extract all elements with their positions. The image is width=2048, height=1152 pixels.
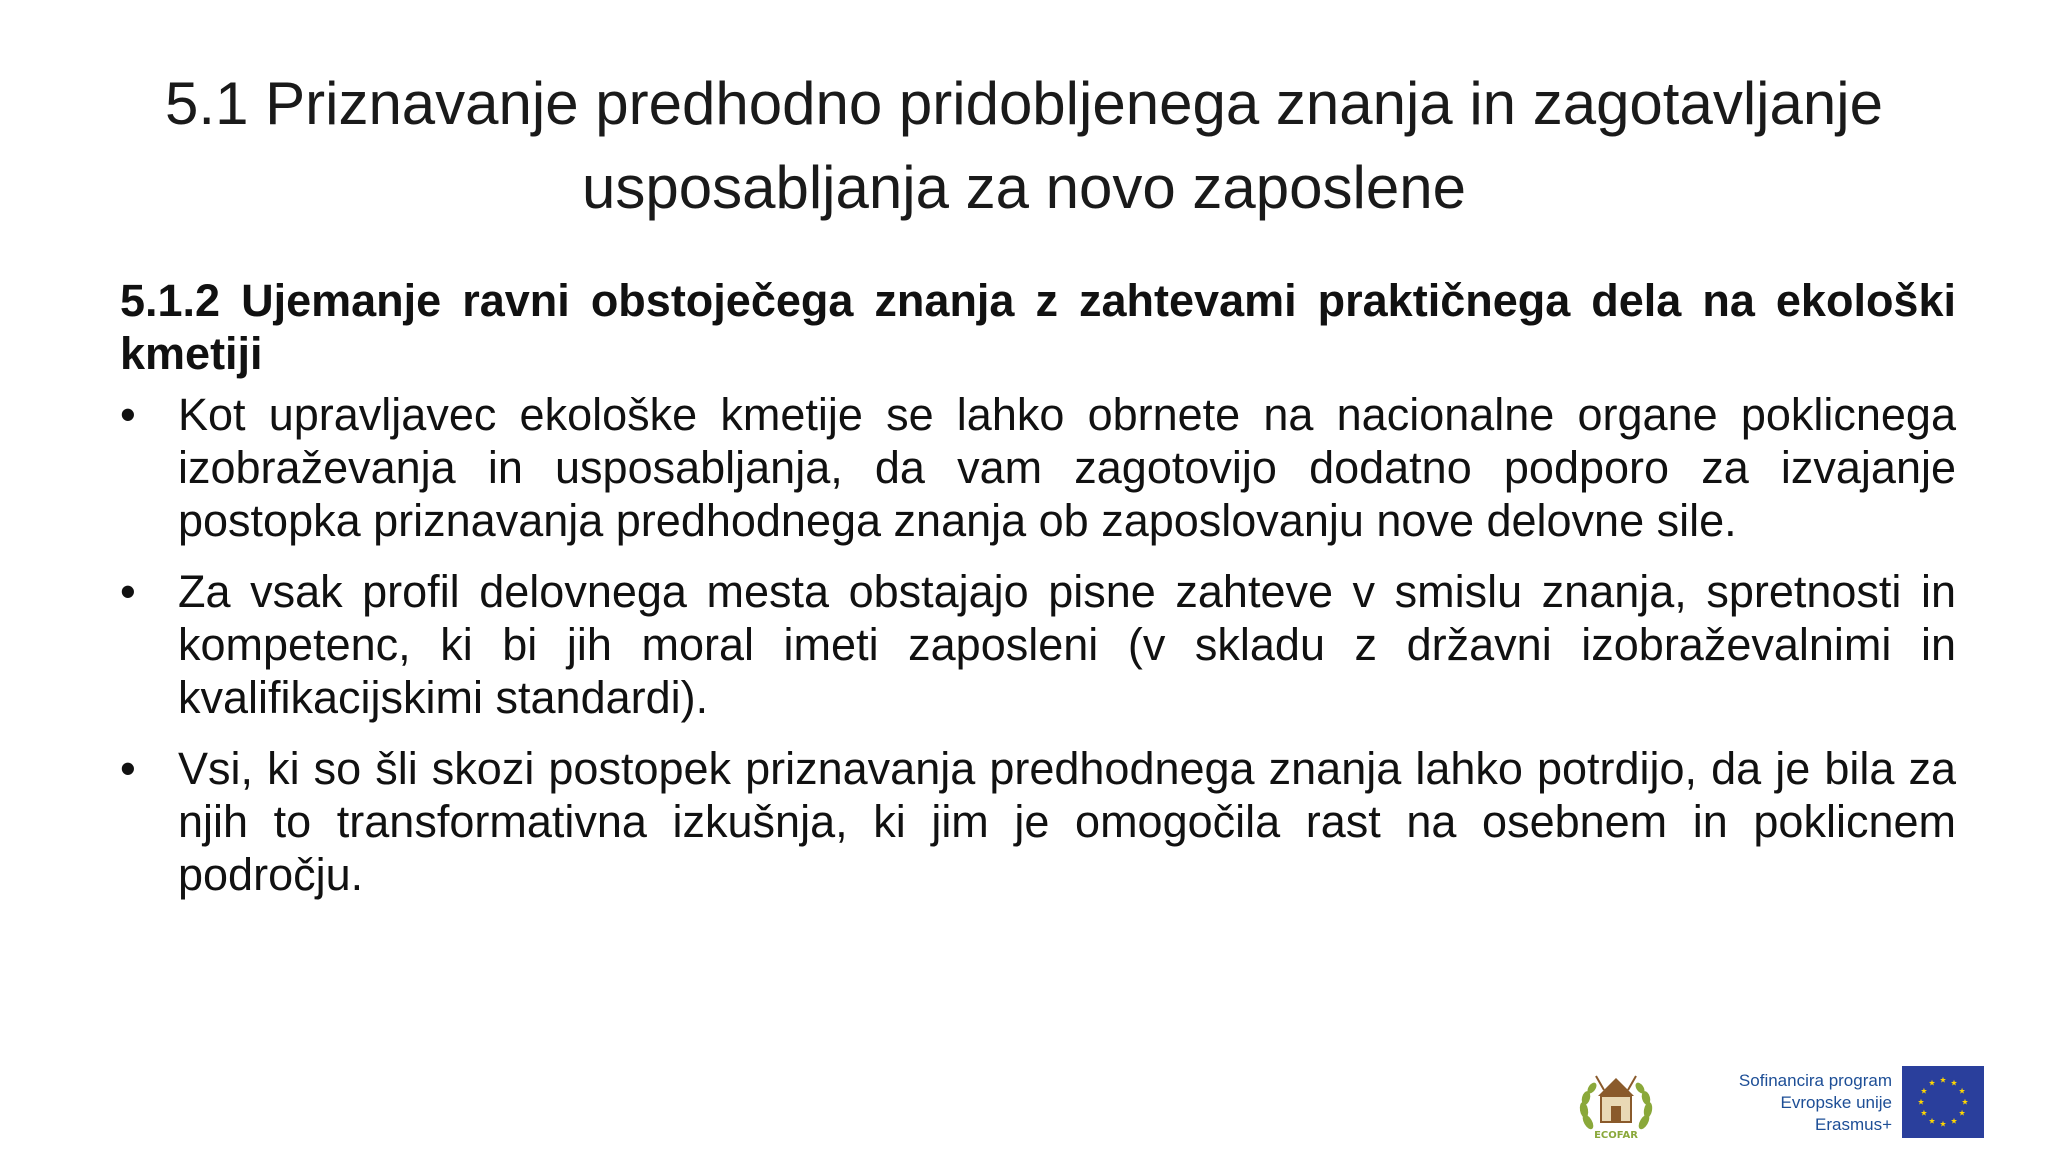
bullet-text: Za vsak profil delovnega mesta obstajajo pisne zahteve v smislu znanja, spretnosti in kompetenc, ki bi jih moral imeti zaposleni (v skladu z državni izobraževalnimi in kvalifikacijskimi standardi). [178, 566, 1956, 723]
bullet-text: Vsi, ki so šli skozi postopek priznavanja predhodnega znanja lahko potrdijo, da je bila za njih to transformativna izkušnja, ki jim je omogočila rast na osebnem in poklicnem področju. [178, 743, 1956, 900]
eu-text-line-2: Evropske unije [1780, 1093, 1892, 1112]
bullet-marker: • [120, 389, 136, 440]
bullet-marker: • [120, 743, 136, 794]
bullet-item [120, 742, 1956, 901]
ecofar-farmhouse-wreath-logo-icon [1574, 1068, 1658, 1142]
eu-cofunding-text [1739, 1070, 1892, 1136]
bullet-item [120, 565, 1956, 724]
ecofar-logo-text: ECOFAR [1594, 1130, 1638, 1141]
section-subheading: 5.1.2 Ujemanje ravni obstoječega znanja z zahtevami praktičnega dela na ekološki kmetiji [120, 275, 1956, 379]
bullet-text: Kot upravljavec ekološke kmetije se lahko obrnete na nacionalne organe poklicnega izobraževanja in usposabljanja, da vam zagotovijo dodatno podporo za izvajanje postopka priznavanja predhodnega znanja ob zaposlovanju nove delovne sile. [178, 389, 1956, 546]
ecofar-logo [1574, 1068, 1658, 1142]
slide-title-line-1: 5.1 Priznavanje predhodno pridobljenega znanja in zagotavljanje [165, 70, 1883, 137]
bullet-item [120, 388, 1956, 547]
slide-title-line-2: usposabljanja za novo zaposlene [582, 154, 1466, 221]
slide-content [120, 274, 1956, 919]
eu-text-line-1: Sofinancira program [1738, 1071, 1892, 1090]
eu-cofunding-block [1738, 1066, 1984, 1142]
slide-title [100, 62, 1948, 230]
eu-flag-icon [1902, 1066, 1984, 1138]
eu-text-line-3: Erasmus+ [1815, 1115, 1892, 1134]
bullet-list [120, 388, 1956, 901]
bullet-marker: • [120, 566, 136, 617]
